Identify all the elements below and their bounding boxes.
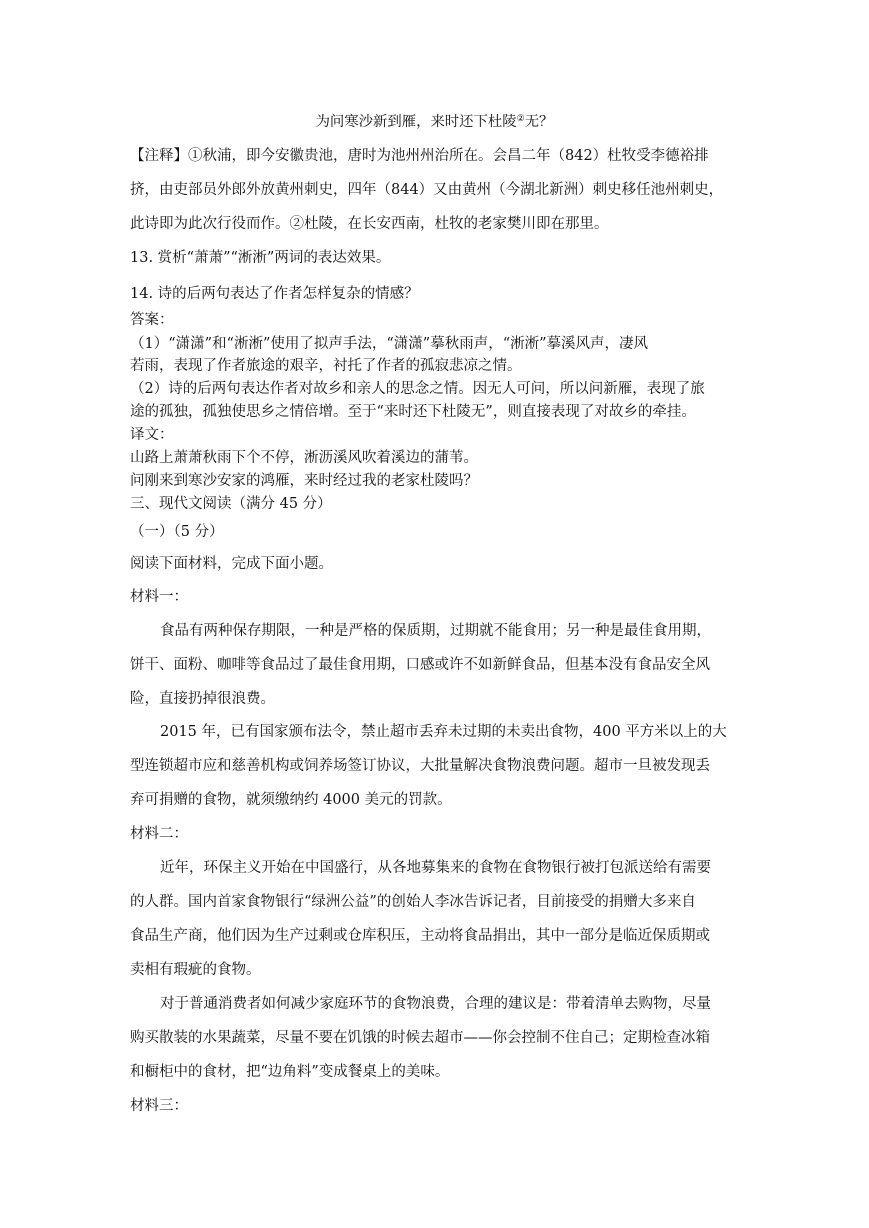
note-line-3: 此诗即为此次行役而作。②杜陵，在长安西南，杜牧的老家樊川即在那里。	[130, 216, 609, 232]
material-2-p1-line-1: 近年，环保主义开始在中国盛行，从各地募集来的食物在食物银行被打包派送给有需要	[160, 860, 711, 876]
reading-instruction: 阅读下面材料，完成下面小题。	[130, 556, 333, 572]
material-1-p2-line-3: 弃可捐赠的食物，就须缴纳约 4000 美元的罚款。	[130, 792, 452, 808]
material-1-label: 材料一：	[130, 589, 188, 605]
poem-line-text: 为问寒沙新到雁，来时还下杜陵	[315, 114, 517, 130]
material-2-p1-line-4: 卖相有瑕疵的食物。	[130, 962, 261, 978]
poem-last-line	[0, 109, 869, 132]
translation-line-1: 山路上萧萧秋雨下个不停，淅沥溪风吹着溪边的蒲苇。	[130, 450, 478, 466]
part-heading: （一）（5 分）	[130, 524, 224, 540]
material-2-p2-line-2: 购买散装的水果蔬菜，尽量不要在饥饿的时候去超市——你会控制不住自己；定期检查冰箱	[130, 1030, 710, 1046]
translation-line-2: 问刚来到寒沙安家的鸿雁，来时经过我的老家杜陵吗？	[130, 473, 478, 489]
material-2-p2-line-3: 和橱柜中的食材，把“边角料”变成餐桌上的美味。	[130, 1064, 450, 1080]
answer-2-line-1: （2）诗的后两句表达作者对故乡和亲人的思念之情。因无人可问，所以问新雁，表现了旅	[130, 381, 705, 397]
material-1-p1-line-2: 饼干、面粉、咖啡等食品过了最佳食用期，口感或许不如新鲜食品，但基本没有食品安全风	[130, 657, 710, 673]
poem-line-end: 无？	[524, 114, 554, 130]
material-2-label: 材料二：	[130, 826, 188, 842]
answer-1-line-1: （1）“潇潇”和“淅淅”使用了拟声手法，“潇潇”摹秋雨声，“淅淅”摹溪风声，凄风	[130, 336, 649, 352]
material-1-p2-line-2: 型连锁超市应和慈善机构或饲养场签订协议，大批量解决食物浪费问题。超市一旦被发现丢	[130, 758, 710, 774]
material-2-p1-line-2: 的人群。国内首家食物银行“绿洲公益”的创始人李冰告诉记者，目前接受的捐赠大多来自	[130, 894, 696, 910]
material-2-p2-line-1: 对于普通消费者如何减少家庭环节的食物浪费，合理的建议是：带着清单去购物，尽量	[160, 996, 711, 1012]
material-1-p2-line-1: 2015 年，已有国家颁布法令，禁止超市丢弃未过期的未卖出食物，400 平方米以上的大	[160, 724, 727, 740]
answer-1-line-2: 若雨，表现了作者旅途的艰辛，衬托了作者的孤寂悲凉之情。	[130, 358, 522, 374]
answer-2-line-2: 途的孤独，孤独使思乡之情倍增。至于“来时还下杜陵无”，则直接表现了对故乡的牵挂。	[130, 404, 696, 420]
translation-label: 译文：	[130, 427, 174, 443]
section-heading: 三、现代文阅读（满分 45 分）	[130, 496, 332, 512]
footnote-mark: ②	[516, 114, 525, 124]
note-line-1: 【注释】①秋浦，即今安徽贵池，唐时为池州州治所在。会昌二年（842）杜牧受李德裕排	[130, 148, 709, 164]
question-13: 13. 赏析“萧萧”“淅淅”两词的表达效果。	[130, 250, 391, 266]
material-1-p1-line-1: 食品有两种保存期限，一种是严格的保质期，过期就不能食用；另一种是最佳食用期，	[160, 623, 711, 639]
question-14: 14. 诗的后两句表达了作者怎样复杂的情感？	[130, 286, 419, 302]
note-line-2: 挤，由吏部员外郎外放黄州刺史，四年（844）又由黄州（今湖北新洲）刺史移任池州刺史，	[130, 182, 724, 198]
material-2-p1-line-3: 食品生产商，他们因为生产过剩或仓库积压，主动将食品捐出，其中一部分是临近保质期或	[130, 928, 710, 944]
material-1-p1-line-3: 险，直接扔掉很浪费。	[130, 691, 275, 707]
answer-label: 答案：	[130, 312, 174, 328]
material-3-label: 材料三：	[130, 1098, 188, 1114]
